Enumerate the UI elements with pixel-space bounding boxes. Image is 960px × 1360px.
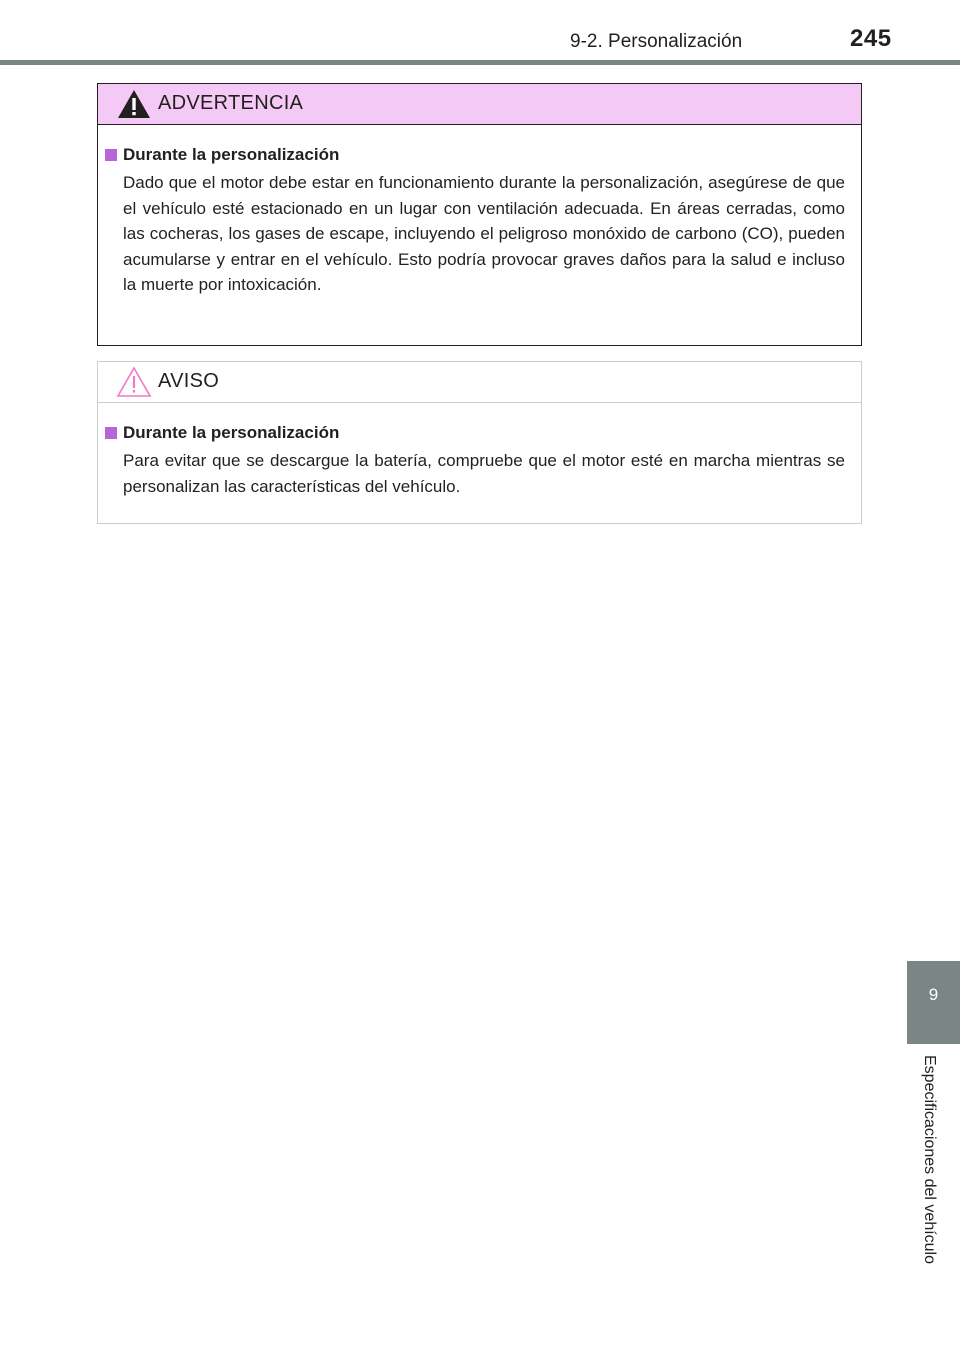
warning-item-text: Dado que el motor debe estar en funcionamiento durante la personalización, asegúrese de que el vehículo esté estacionado en un lugar con ventilación adecuada. En áreas cerradas, como las cocheras, los gases de escape, incluyendo el peligroso monóxido de carbono (CO), pueden acumularse y entrar en el vehículo. Esto podría provocar graves daños para la salud e incluso la muerte por intoxicación. (123, 173, 845, 294)
square-bullet-icon (105, 427, 117, 439)
warning-header (98, 84, 861, 125)
notice-box (97, 361, 862, 524)
notice-item-heading (105, 422, 845, 444)
warning-heading-text: Durante la personalización (123, 145, 340, 164)
chapter-label: Especificaciones del vehículo (921, 1055, 938, 1265)
chapter-tab[interactable] (907, 961, 960, 1044)
header-rule (0, 60, 960, 65)
warning-item-heading (105, 144, 845, 166)
square-bullet-icon (105, 149, 117, 161)
warning-title: ADVERTENCIA (158, 92, 304, 114)
caution-triangle-outline-icon (116, 366, 152, 398)
page-number: 245 (850, 25, 892, 52)
warning-box (97, 83, 862, 346)
warning-body (98, 125, 861, 298)
notice-header (98, 362, 861, 403)
section-title: 9-2. Personalización (570, 31, 743, 52)
notice-body (98, 403, 861, 499)
notice-item-text: Para evitar que se descargue la batería, compruebe que el motor esté en marcha mientras se personalizan las características del vehículo. (123, 451, 845, 496)
chapter-number: 9 (928, 985, 939, 1004)
notice-heading-text: Durante la personalización (123, 423, 340, 442)
warning-triangle-icon (116, 88, 152, 120)
notice-title: AVISO (158, 370, 220, 392)
